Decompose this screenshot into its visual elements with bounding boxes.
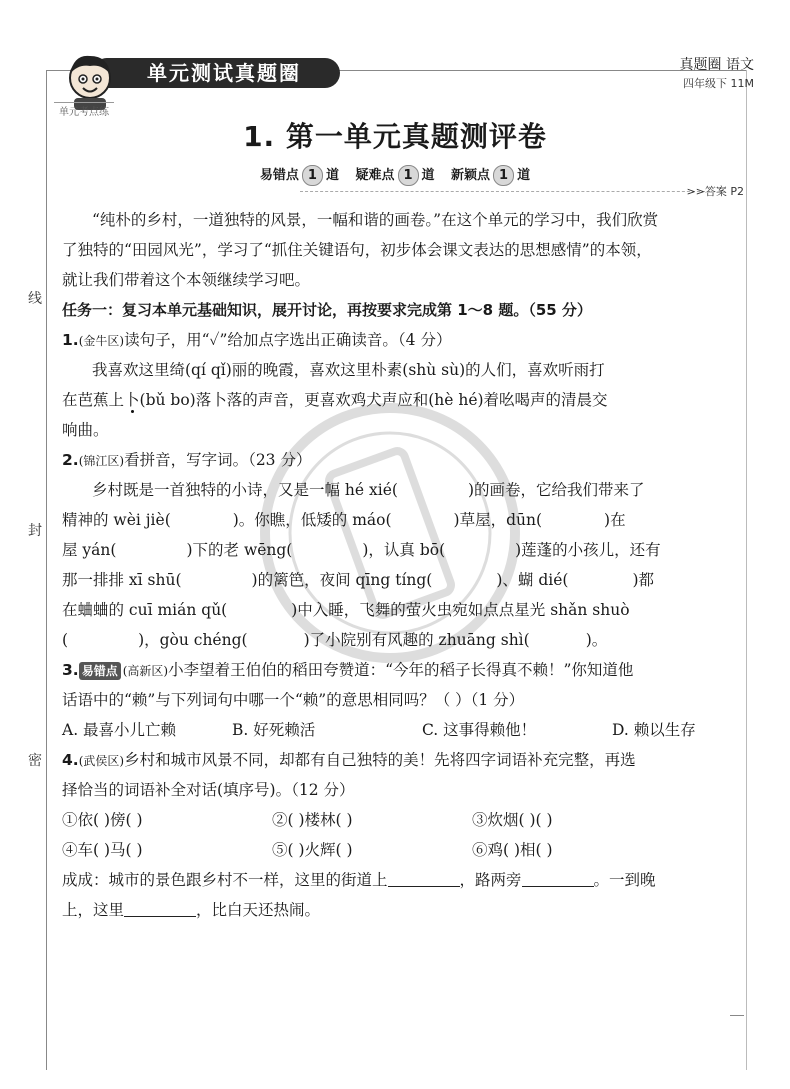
option-a[interactable]: A. 最喜小儿亡赖	[62, 721, 177, 739]
margin-label-secret: 密	[28, 753, 42, 769]
difficulty-stats	[0, 164, 790, 186]
text-segment: )的篱笆，夜间 qīng tíng(	[251, 571, 433, 589]
question-number: 1.	[62, 331, 79, 349]
question-2	[62, 445, 752, 475]
section-banner: 单元测试真题圈	[95, 58, 340, 88]
text-segment: ，路两旁	[459, 871, 522, 889]
text-segment: 上，这里	[62, 901, 125, 919]
q3-options	[62, 715, 752, 745]
question-number: 4.	[62, 751, 79, 769]
stat-unit: 道	[325, 168, 339, 183]
q2-line	[62, 565, 752, 595]
stat-count: 1	[398, 165, 419, 186]
dialogue-line	[62, 865, 752, 895]
text-segment: 在芭蕉上	[62, 391, 125, 409]
option-c[interactable]: C. 这事得赖他！	[422, 721, 537, 739]
footer-rule	[730, 1015, 744, 1016]
q2-line	[62, 505, 752, 535]
exam-body	[62, 205, 752, 925]
task-heading: 任务一：复习本单元基础知识，展开讨论，再按要求完成第 1～8 题。（55 分）	[62, 301, 592, 319]
text-segment: 乡村既是一首独特的小诗，又是一幅 hé xié(	[92, 481, 398, 499]
stat-unit: 道	[421, 168, 435, 183]
answer-blank[interactable]	[124, 898, 196, 917]
divider	[300, 191, 710, 192]
question-4	[62, 745, 752, 775]
q1-sentence-line: 我喜欢这里绮(qí qǐ)丽的晚霞，喜欢这里朴素(shù sù)的人们，喜欢听雨打	[92, 361, 605, 379]
text-segment: )中入睡，飞舞的萤火虫宛如点点星光 shǎn shuò	[291, 601, 630, 619]
margin-label-line: 线	[28, 291, 42, 307]
text-segment: (bǔ bo)落卜落的声音，更喜欢鸡犬声应和(hè hé)着吆喝声的清晨交	[139, 391, 608, 409]
dialogue-line	[62, 895, 752, 925]
q1-sentence-line: 响曲。	[62, 421, 109, 439]
text-segment: )的画卷，它给我们带来了	[467, 481, 645, 499]
stat-count: 1	[493, 165, 514, 186]
header-right	[680, 54, 754, 91]
question-text: 小李望着王伯伯的稻田夸赞道：“今年的稻子长得真不赖！”你知道他	[168, 661, 634, 679]
text-segment: )都	[632, 571, 654, 589]
text-segment: 在蛐蛐的 cuī mián qǔ(	[62, 601, 228, 619]
idiom-item[interactable]: ②( )楼林( )	[272, 811, 353, 829]
stat-unit: 道	[517, 168, 531, 183]
q2-line	[62, 475, 752, 505]
answer-blank[interactable]	[522, 868, 594, 887]
text-segment: 屋 yán(	[62, 541, 117, 559]
intro-line: “纯朴的乡村，一道独特的风景，一幅和谐的画卷。”在这个单元的学习中，我们欣赏	[92, 211, 659, 229]
question-text-line: 话语中的“赖”与下列词句中哪一个“赖”的意思相同吗？（ ）（1 分）	[62, 691, 525, 709]
text-segment: )。	[585, 631, 608, 649]
intro-line: 了独特的“田园风光”，学习了“抓住关键语句，初步体会课文表达的思想感情”的本领，	[62, 241, 652, 259]
idiom-row	[62, 805, 752, 835]
text-segment: )莲蓬的小孩儿，还有	[515, 541, 661, 559]
question-number: 3.	[62, 661, 79, 679]
stat-label: 易错点	[259, 168, 299, 183]
district-tag: (金牛区)	[78, 334, 125, 348]
text-segment: )下的老 wēng(	[186, 541, 293, 559]
text-segment: )，gòu chéng(	[138, 631, 248, 649]
question-text: 读句子，用“✓”给加点字选出正确读音。（4 分）	[124, 331, 452, 349]
stat-label: 疑难点	[355, 168, 395, 183]
idiom-item[interactable]: ④车( )马( )	[62, 841, 143, 859]
district-tag: (高新区)	[122, 664, 169, 678]
text-segment: )了小院别有风趣的 zhuāng shì(	[303, 631, 530, 649]
question-3	[62, 655, 752, 685]
dotted-character: 卜	[124, 391, 140, 409]
q1-sentence-line	[62, 385, 752, 415]
idiom-item[interactable]: ①依( )傍( )	[62, 811, 143, 829]
q2-line	[62, 535, 752, 565]
q2-line	[62, 625, 752, 655]
series-subject: 真题圈 语文	[679, 57, 754, 73]
text-segment: 。一到晚	[593, 871, 656, 889]
q2-line	[62, 595, 752, 625]
error-prone-tag: 易错点	[79, 662, 121, 680]
idiom-item[interactable]: ⑤( )火辉( )	[272, 841, 353, 859]
stat-label: 新颖点	[451, 168, 491, 183]
text-segment: )，认真 bō(	[362, 541, 446, 559]
district-tag: (锦江区)	[78, 454, 125, 468]
stat-novel	[451, 164, 530, 186]
unit-practice-stamp: 单元考点练	[54, 102, 114, 117]
text-segment: )、蝴 dié(	[496, 571, 569, 589]
option-d[interactable]: D. 赖以生存	[612, 721, 696, 739]
question-text-line: 择恰当的词语补全对话(填序号)。（12 分）	[62, 781, 355, 799]
question-text: 看拼音，写字词。（23 分）	[124, 451, 312, 469]
stat-difficult	[355, 164, 434, 186]
question-1	[62, 325, 752, 355]
margin-label-seal: 封	[28, 523, 42, 539]
text-segment: )草屋，dūn(	[453, 511, 543, 529]
text-segment: 成成：城市的景色跟乡村不一样，这里的街道上	[62, 871, 388, 889]
grade-info: 四年级下 11M	[683, 77, 754, 90]
text-segment: ，比白天还热闹。	[196, 901, 321, 919]
page-frame-left	[46, 70, 47, 1070]
text-segment: 那一排排 xī shū(	[62, 571, 182, 589]
idiom-row	[62, 835, 752, 865]
answer-reference: >>答案 P2	[686, 185, 744, 198]
stat-count: 1	[302, 165, 323, 186]
district-tag: (武侯区)	[78, 754, 125, 768]
idiom-item[interactable]: ⑥鸡( )相( )	[472, 841, 553, 859]
text-segment: )。你瞧，低矮的 máo(	[232, 511, 392, 529]
question-number: 2.	[62, 451, 79, 469]
text-segment: (	[62, 631, 69, 649]
question-text: 乡村和城市风景不同，却都有自己独特的美！先将四字词语补充完整，再选	[124, 751, 636, 769]
intro-line: 就让我们带着这个本领继续学习吧。	[62, 271, 311, 289]
text-segment: 精神的 wèi jiè(	[62, 511, 171, 529]
idiom-item[interactable]: ③炊烟( )( )	[472, 811, 553, 829]
text-segment: )在	[604, 511, 626, 529]
answer-blank[interactable]	[388, 868, 460, 887]
stat-error-prone	[260, 164, 339, 186]
page-title: 1. 第一单元真题测评卷	[243, 120, 547, 153]
option-b[interactable]: B. 好死赖活	[232, 721, 316, 739]
